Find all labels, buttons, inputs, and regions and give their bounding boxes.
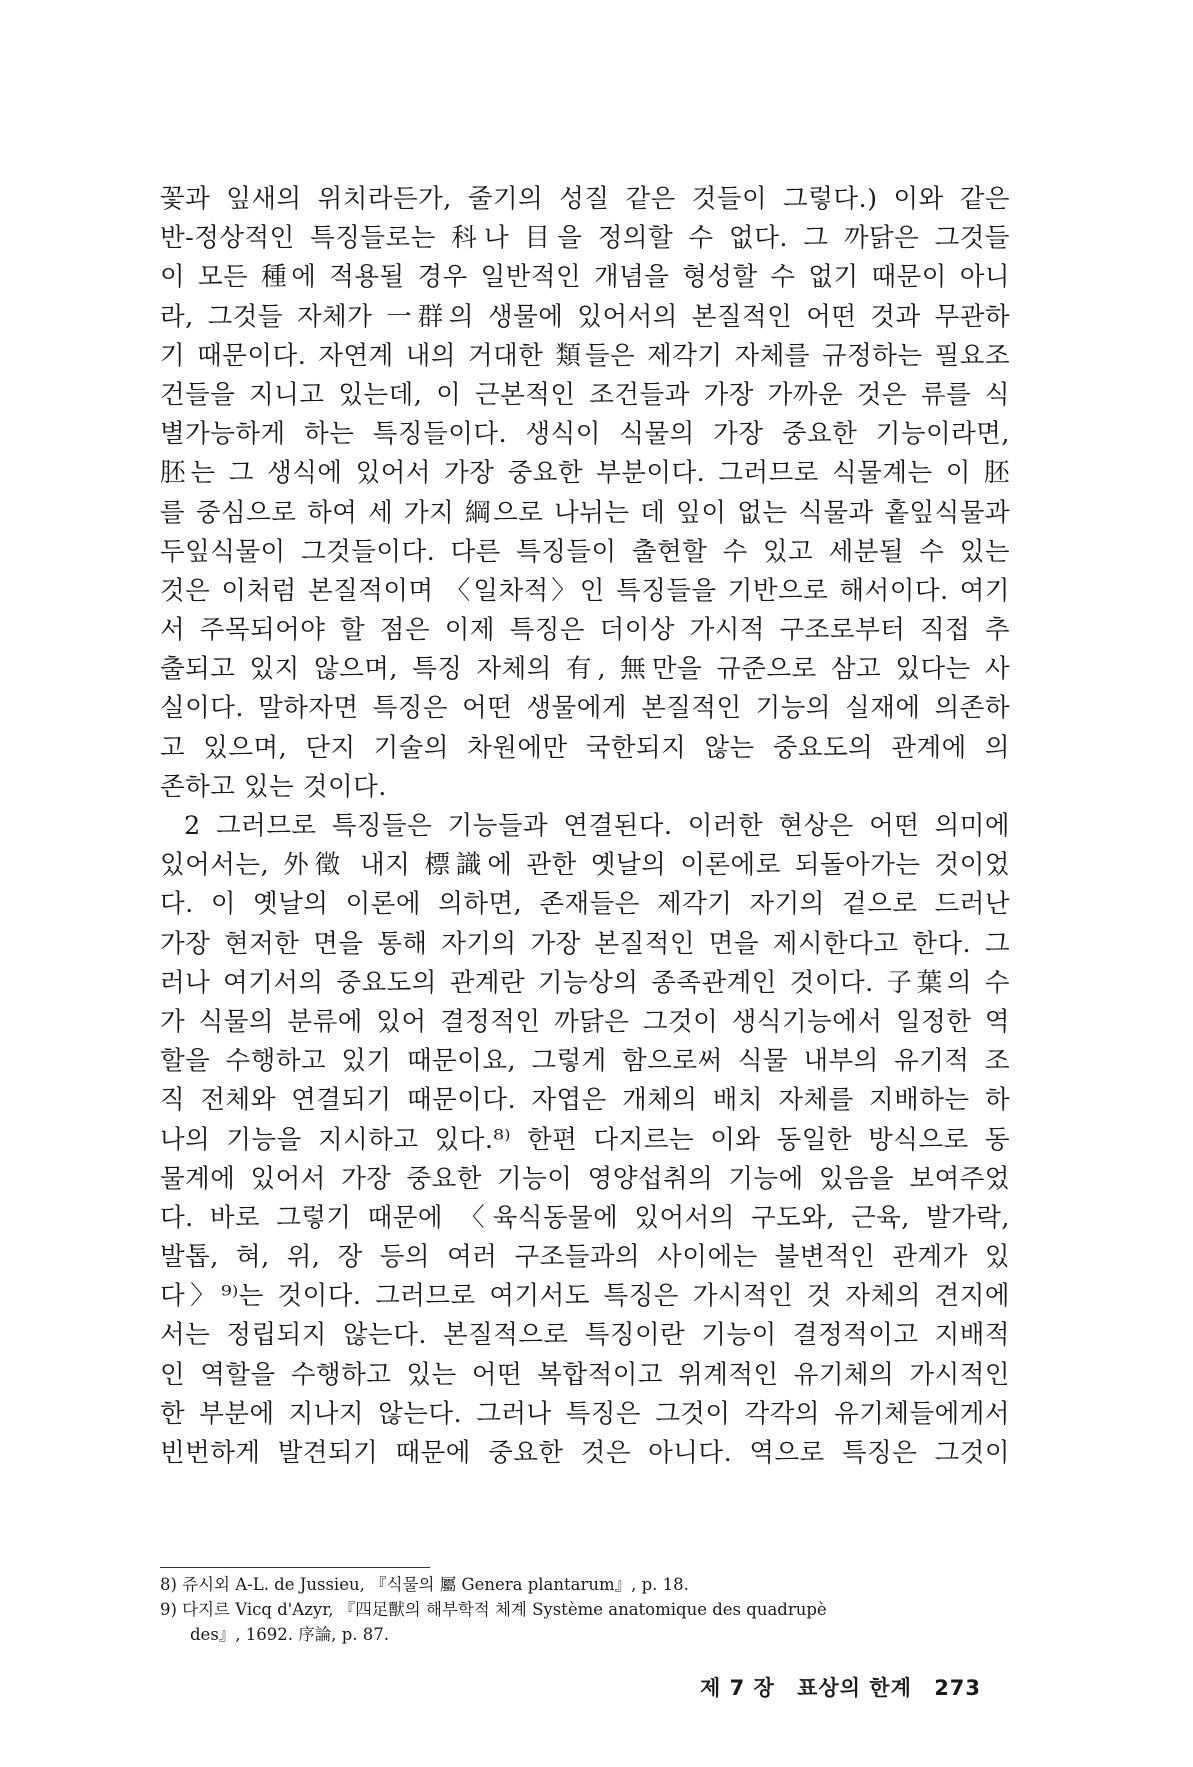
text-line: 발톱, 혀, 위, 장 등의 여러 구조들과의 사이에는 불변적인 관계가 있: [160, 1242, 1010, 1273]
text-line: 다. 바로 그렇기 때문에 〈육식동물에 있어서의 구도와, 근육, 발가락,: [160, 1202, 1010, 1233]
text-line: 2 그러므로 특징들은 기능들과 연결된다. 이러한 현상은 어떤 의미에: [184, 811, 1010, 841]
text-line: 직 전체와 연결되기 때문이다. 자엽은 개체의 배치 자체를 지배하는 하: [160, 1085, 1010, 1116]
text-line: 다. 이 옛날의 이론에 의하면, 존재들은 제각기 자기의 겉으로 드러난: [160, 889, 1010, 920]
text-line: 두잎식물이 그것들이다. 다른 특징들이 출현할 수 있고 세분될 수 있는: [160, 536, 1010, 567]
footnote-9-continued: des』, 1692. 序論, p. 87.: [190, 1625, 390, 1644]
text-line: 존하고 있는 것이다.: [160, 771, 387, 802]
page-number: 273: [934, 1676, 982, 1700]
text-line: 인 역할을 수행하고 있는 어떤 복합적이고 위계적인 유기체의 가시적인: [160, 1359, 1010, 1390]
footnote-9: 9) 다지르 Vicq d'Azyr, 『四足獸의 해부학적 체계 Système anatomique des quadrupè: [160, 1600, 827, 1619]
text-line: 반-정상적인 특징들로는 科나 目을 정의할 수 없다. 그 까닭은 그것들: [160, 223, 1010, 254]
text-line: 할을 수행하고 있기 때문이요, 그렇게 함으로써 식물 내부의 유기적 조: [160, 1046, 1010, 1077]
text-line: 러나 여기서의 중요도의 관계란 기능상의 종족관계인 것이다. 子葉의 수: [160, 967, 1010, 998]
text-line: 다〉⁹⁾는 것이다. 그러므로 여기서도 특징은 가시적인 것 자체의 견지에: [160, 1281, 1010, 1312]
body-text: [160, 180, 1010, 1473]
text-line: 한 부분에 지나지 않는다. 그러나 특징은 그것이 각각의 유기체들에게서: [160, 1398, 1010, 1429]
text-line: 기 때문이다. 자연계 내의 거대한 類들은 제각기 자체를 규정하는 필요조: [160, 340, 1010, 371]
text-line: 가장 현저한 면을 통해 자기의 가장 본질적인 면을 제시한다고 한다. 그: [160, 928, 1010, 959]
text-line: 胚는 그 생식에 있어서 가장 중요한 부분이다. 그러므로 식물계는 이 胚: [160, 458, 1010, 489]
footnote-8: 8) 쥬시외 A-L. de Jussieu, 『식물의 屬 Genera plantarum』, p. 18.: [160, 1575, 689, 1594]
text-line: 라, 그것들 자체가 一群의 생물에 있어서의 본질적인 어떤 것과 무관하: [160, 301, 1010, 332]
text-line: 물계에 있어서 가장 중요한 기능이 영양섭취의 기능에 있음을 보여주었: [160, 1163, 1010, 1194]
text-line: 가 식물의 분류에 있어 결정적인 까닭은 그것이 생식기능에서 일정한 역: [160, 1006, 1010, 1037]
text-line: 나의 기능을 지시하고 있다.⁸⁾ 한편 다지르는 이와 동일한 방식으로 동: [160, 1124, 1010, 1155]
text-line: 꽃과 잎새의 위치라든가, 줄기의 성질 같은 것들이 그렇다.) 이와 같은: [160, 184, 1010, 214]
text-line: 서 주목되어야 할 점은 이제 특징은 더이상 가시적 구조로부터 직접 추: [160, 615, 1010, 646]
text-line: 별가능하게 하는 특징들이다. 생식이 식물의 가장 중요한 기능이라면,: [160, 419, 1010, 450]
text-line: 빈번하게 발견되기 때문에 중요한 것은 아니다. 역으로 특징은 그것이: [160, 1438, 1010, 1468]
text-line: 건들을 지니고 있는데, 이 근본적인 조건들과 가장 가까운 것은 류를 식: [160, 379, 1010, 410]
footnotes: [160, 1572, 1010, 1647]
footnote-divider: [160, 1567, 430, 1568]
text-line: 출되고 있지 않으며, 특징 자체의 有, 無만을 규준으로 삼고 있다는 사: [160, 654, 1010, 685]
text-line: 있어서는, 外徵 내지 標識에 관한 옛날의 이론에로 되돌아가는 것이었: [160, 850, 1010, 881]
text-line: 실이다. 말하자면 특징은 어떤 생물에게 본질적인 기능의 실재에 의존하: [160, 693, 1010, 724]
chapter-title: 표상의 한계: [797, 1676, 912, 1700]
text-line: 이 모든 種에 적용될 경우 일반적인 개념을 형성할 수 없기 때문이 아니: [160, 262, 1010, 293]
text-line: 것은 이처럼 본질적이며 〈일차적〉인 특징들을 기반으로 해서이다. 여기: [160, 575, 1010, 606]
text-line: 를 중심으로 하여 세 가지 綱으로 나뉘는 데 잎이 없는 식물과 홑잎식물과: [160, 497, 1010, 528]
text-line: 고 있으며, 단지 기술의 차원에만 국한되지 않는 중요도의 관계에 의: [160, 732, 1010, 763]
text-line: 서는 정립되지 않는다. 본질적으로 특징이란 기능이 결정적이고 지배적: [160, 1320, 1010, 1351]
running-footer: [700, 1672, 981, 1702]
paragraph-block: [160, 180, 1010, 1473]
chapter-label: 제 7 장: [700, 1676, 775, 1700]
